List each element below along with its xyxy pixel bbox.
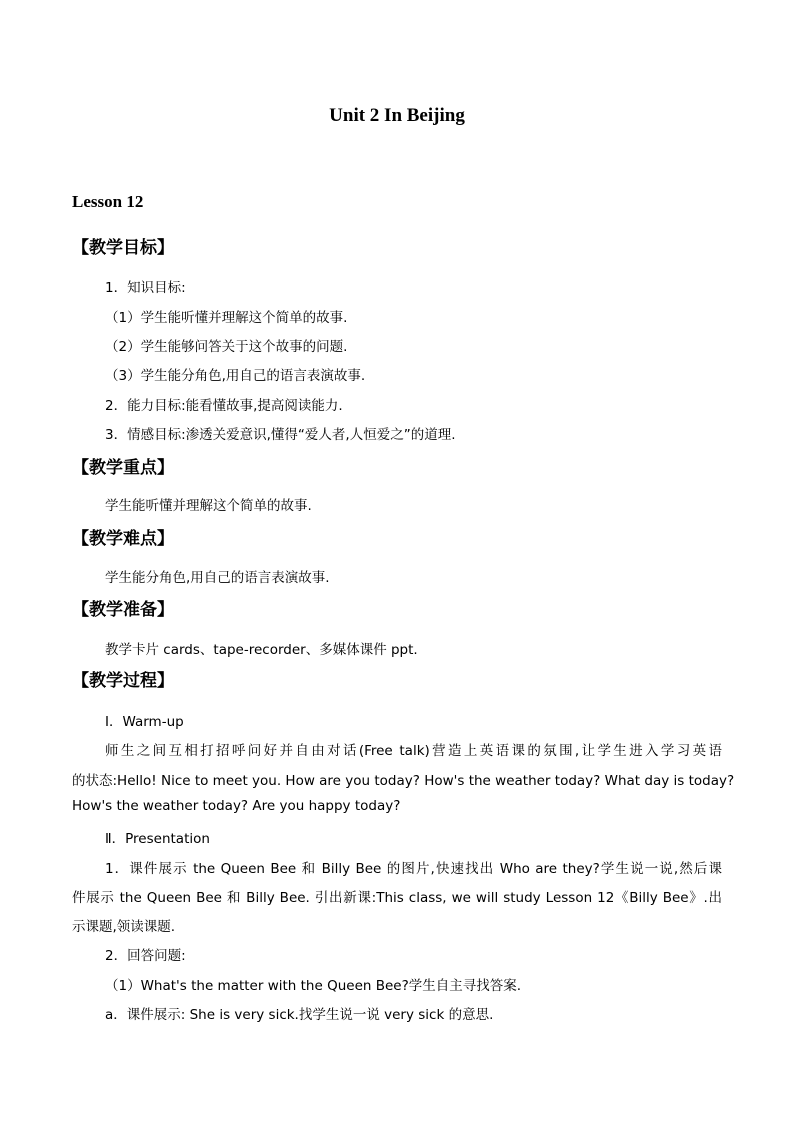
objectives-heading: 【教学目标】 — [72, 238, 174, 258]
process-line: 的状态:Hello! Nice to meet you. How are you today? How's the weather today? What day is today? — [72, 773, 735, 789]
preparation-text: 教学卡片 cards、tape-recorder、多媒体课件 ppt. — [105, 642, 418, 658]
key-points-text: 学生能听懂并理解这个简单的故事. — [105, 498, 312, 514]
document-title: Unit 2 In Beijing — [329, 105, 465, 126]
process-line: 师生之间互相打招呼问好并自由对话(Free talk)营造上英语课的氛围,让学生进入学习英语 — [105, 743, 722, 759]
process-line: Ⅰ．Warm-up — [105, 714, 184, 730]
objective-item: （1）学生能听懂并理解这个简单的故事. — [105, 310, 348, 326]
process-heading: 【教学过程】 — [72, 671, 174, 691]
preparation-heading: 【教学准备】 — [72, 600, 174, 620]
process-line: Ⅱ．Presentation — [105, 831, 210, 847]
process-line: 1．课件展示 the Queen Bee 和 Billy Bee 的图片,快速找出 Who are they?学生说一说,然后课 — [105, 861, 722, 877]
process-line: a．课件展示: She is very sick.找学生说一说 very sick 的意思. — [105, 1007, 494, 1023]
difficulties-text: 学生能分角色,用自己的语言表演故事. — [105, 570, 330, 586]
key-points-heading: 【教学重点】 — [72, 458, 174, 478]
objective-item: （2）学生能够问答关于这个故事的问题. — [105, 339, 348, 355]
objective-item: （3）学生能分角色,用自己的语言表演故事. — [105, 368, 366, 384]
process-line: 示课题,领读课题. — [72, 919, 176, 935]
difficulties-heading: 【教学难点】 — [72, 529, 174, 549]
objective-item: 3．情感目标:渗透关爱意识,懂得“爱人者,人恒爱之”的道理. — [105, 427, 456, 443]
objective-item: 1．知识目标: — [105, 280, 186, 296]
process-line: （1）What's the matter with the Queen Bee?学生自主寻找答案. — [105, 978, 522, 994]
process-line: 2．回答问题: — [105, 948, 186, 964]
lesson-label: Lesson 12 — [72, 192, 144, 211]
objective-item: 2．能力目标:能看懂故事,提高阅读能力. — [105, 398, 343, 414]
process-line: 件展示 the Queen Bee 和 Billy Bee. 引出新课:This class, we will study Lesson 12《Billy Bee》.出 — [72, 890, 722, 906]
process-line: How's the weather today? Are you happy today? — [72, 798, 401, 814]
